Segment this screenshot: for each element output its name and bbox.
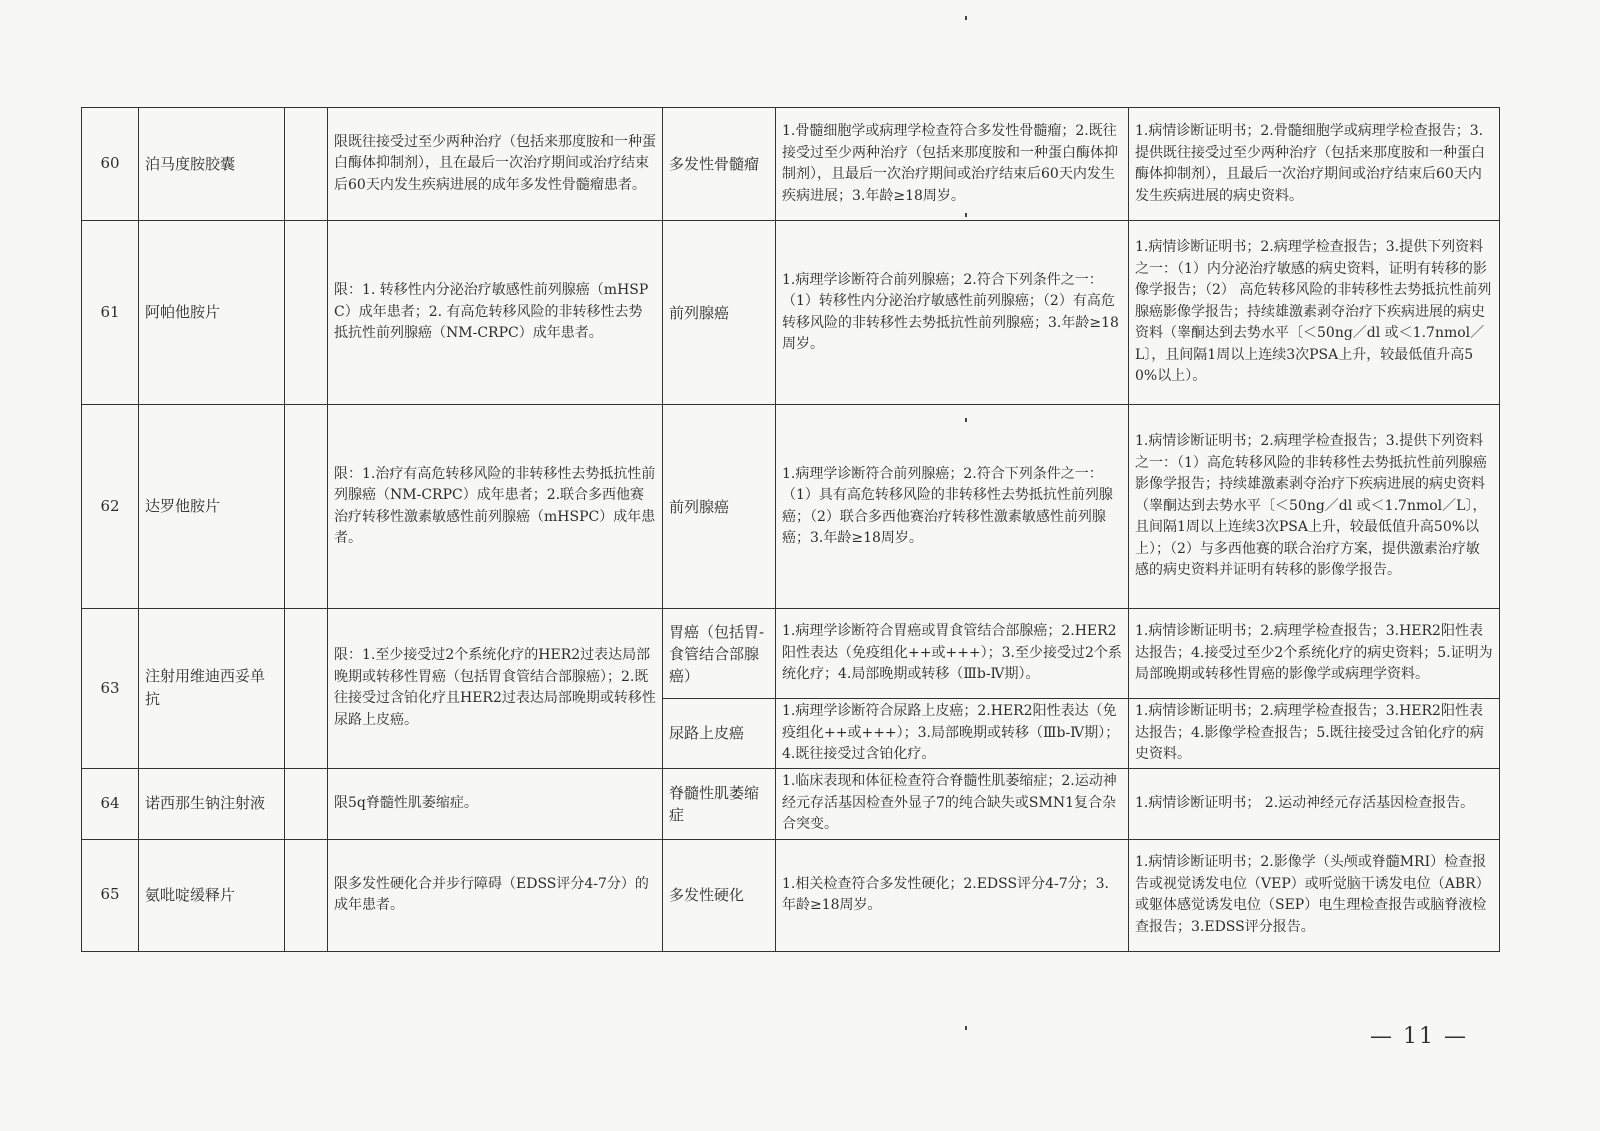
disease-cell: 脊髓性肌萎缩症	[663, 768, 776, 839]
drug-table	[81, 107, 1500, 952]
table-row	[82, 768, 1500, 839]
page-number: — 11 —	[1370, 1024, 1468, 1049]
disease-cell: 胃癌（包括胃-食管结合部腺癌）	[663, 609, 776, 699]
blank-cell	[285, 768, 328, 839]
materials-cell: 1.病情诊断证明书； 2.运动神经元存活基因检查报告。	[1129, 768, 1500, 839]
materials-cell: 1.病情诊断证明书；2.病理学检查报告；3.提供下列资料之一：（1）内分泌治疗敏感的病史资料，证明有转移的影像学报告；（2） 高危转移风险的非转移性去势抵抗性前列腺癌影像学报告；持续雄激素剥夺治疗下疾病进展的病史资料（睾酮达到去势水平〔＜50ng／dl 或＜1.7nmol／L〕，且间隔1周以上连续3次PSA上升，较最低值升高50%以上）。	[1129, 221, 1500, 405]
restriction-cell: 限：1.治疗有高危转移风险的非转移性去势抵抗性前列腺癌（NM-CRPC）成年患者；2.联合多西他赛治疗转移性激素敏感性前列腺癌（mHSPC）成年患者。	[328, 405, 663, 609]
row-number: 60	[82, 108, 139, 221]
row-number: 63	[82, 609, 139, 769]
table-row	[82, 221, 1500, 405]
row-number: 65	[82, 839, 139, 951]
criteria-cell: 1.病理学诊断符合前列腺癌；2.符合下列条件之一：（1）具有高危转移风险的非转移性去势抵抗性前列腺癌；（2）联合多西他赛治疗转移性激素敏感性前列腺癌；3.年龄≥18周岁。	[776, 405, 1129, 609]
criteria-cell: 1.病理学诊断符合尿路上皮癌；2.HER2阳性表达（免疫组化++或+++）；3.局部晚期或转移（Ⅲb-Ⅳ期）；4.既往接受过含铂化疗。	[776, 699, 1129, 769]
materials-cell: 1.病情诊断证明书；2.骨髓细胞学或病理学检查报告；3.提供既往接受过至少两种治疗（包括来那度胺和一种蛋白酶体抑制剂），且最后一次治疗期间或治疗结束后60天内发生疾病进展的病史资料。	[1129, 108, 1500, 221]
disease-cell: 前列腺癌	[663, 221, 776, 405]
criteria-cell: 1.骨髓细胞学或病理学检查符合多发性骨髓瘤；2.既往接受过至少两种治疗（包括来那度胺和一种蛋白酶体抑制剂），且最后一次治疗期间或治疗结束后60天内发生疾病进展；3.年龄≥18周岁。	[776, 108, 1129, 221]
blank-cell	[285, 405, 328, 609]
row-number: 64	[82, 768, 139, 839]
materials-cell: 1.病情诊断证明书；2.病理学检查报告；3.HER2阳性表达报告；4.接受过至少2个系统化疗的病史资料；5.证明为局部晚期或转移性胃癌的影像学或病理学资料。	[1129, 609, 1500, 699]
table-row	[82, 839, 1500, 951]
blank-cell	[285, 609, 328, 769]
drug-name: 达罗他胺片	[139, 405, 285, 609]
row-number: 62	[82, 405, 139, 609]
row-number: 61	[82, 221, 139, 405]
criteria-cell: 1.相关检查符合多发性硬化；2.EDSS评分4-7分；3.年龄≥18周岁。	[776, 839, 1129, 951]
materials-cell: 1.病情诊断证明书；2.病理学检查报告；3.HER2阳性表达报告；4.影像学检查报告；5.既往接受过含铂化疗的病史资料。	[1129, 699, 1500, 769]
restriction-cell: 限既往接受过至少两种治疗（包括来那度胺和一种蛋白酶体抑制剂），且在最后一次治疗期间或治疗结束后60天内发生疾病进展的成年多发性骨髓瘤患者。	[328, 108, 663, 221]
disease-cell: 多发性硬化	[663, 839, 776, 951]
drug-name: 诺西那生钠注射液	[139, 768, 285, 839]
table-row	[82, 108, 1500, 221]
materials-cell: 1.病情诊断证明书；2.病理学检查报告；3.提供下列资料之一：（1）高危转移风险的非转移性去势抵抗性前列腺癌影像学报告；持续雄激素剥夺治疗下疾病进展的病史资料（睾酮达到去势水平〔＜50ng／dl 或＜1.7nmol／L〕，且间隔1周以上连续3次PSA上升，较最低值升高50%以上）；（2）与多西他赛的联合治疗方案，提供激素治疗敏感的病史资料并证明有转移的影像学报告。	[1129, 405, 1500, 609]
materials-cell: 1.病情诊断证明书；2.影像学（头颅或脊髓MRI）检查报告或视觉诱发电位（VEP）或听觉脑干诱发电位（ABR）或躯体感觉诱发电位（SEP）电生理检查报告或脑脊液检查报告；3.EDSS评分报告。	[1129, 839, 1500, 951]
criteria-cell: 1.病理学诊断符合前列腺癌；2.符合下列条件之一：（1）转移性内分泌治疗敏感性前列腺癌；（2）有高危转移风险的非转移性去势抵抗性前列腺癌；3.年龄≥18周岁。	[776, 221, 1129, 405]
disease-cell: 尿路上皮癌	[663, 699, 776, 769]
restriction-cell: 限：1.至少接受过2个系统化疗的HER2过表达局部晚期或转移性胃癌（包括胃食管结合部腺癌）；2.既往接受过含铂化疗且HER2过表达局部晚期或转移性尿路上皮癌。	[328, 609, 663, 769]
restriction-cell: 限多发性硬化合并步行障碍（EDSS评分4-7分）的成年患者。	[328, 839, 663, 951]
restriction-cell: 限：1. 转移性内分泌治疗敏感性前列腺癌（mHSPC）成年患者；2. 有高危转移风险的非转移性去势抵抗性前列腺癌（NM-CRPC）成年患者。	[328, 221, 663, 405]
scan-mark	[965, 16, 967, 20]
table-row	[82, 405, 1500, 609]
disease-cell: 前列腺癌	[663, 405, 776, 609]
restriction-cell: 限5q脊髓性肌萎缩症。	[328, 768, 663, 839]
drug-name: 氨吡啶缓释片	[139, 839, 285, 951]
criteria-cell: 1.临床表现和体征检查符合脊髓性肌萎缩症；2.运动神经元存活基因检查外显子7的纯合缺失或SMN1复合杂合突变。	[776, 768, 1129, 839]
blank-cell	[285, 221, 328, 405]
criteria-cell: 1.病理学诊断符合胃癌或胃食管结合部腺癌；2.HER2阳性表达（免疫组化++或+++）；3.至少接受过2个系统化疗；4.局部晚期或转移（Ⅲb-Ⅳ期）。	[776, 609, 1129, 699]
table-row	[82, 609, 1500, 699]
scan-mark	[965, 1026, 967, 1030]
blank-cell	[285, 108, 328, 221]
disease-cell: 多发性骨髓瘤	[663, 108, 776, 221]
drug-name: 阿帕他胺片	[139, 221, 285, 405]
blank-cell	[285, 839, 328, 951]
drug-name: 泊马度胺胶囊	[139, 108, 285, 221]
drug-name: 注射用维迪西妥单抗	[139, 609, 285, 769]
